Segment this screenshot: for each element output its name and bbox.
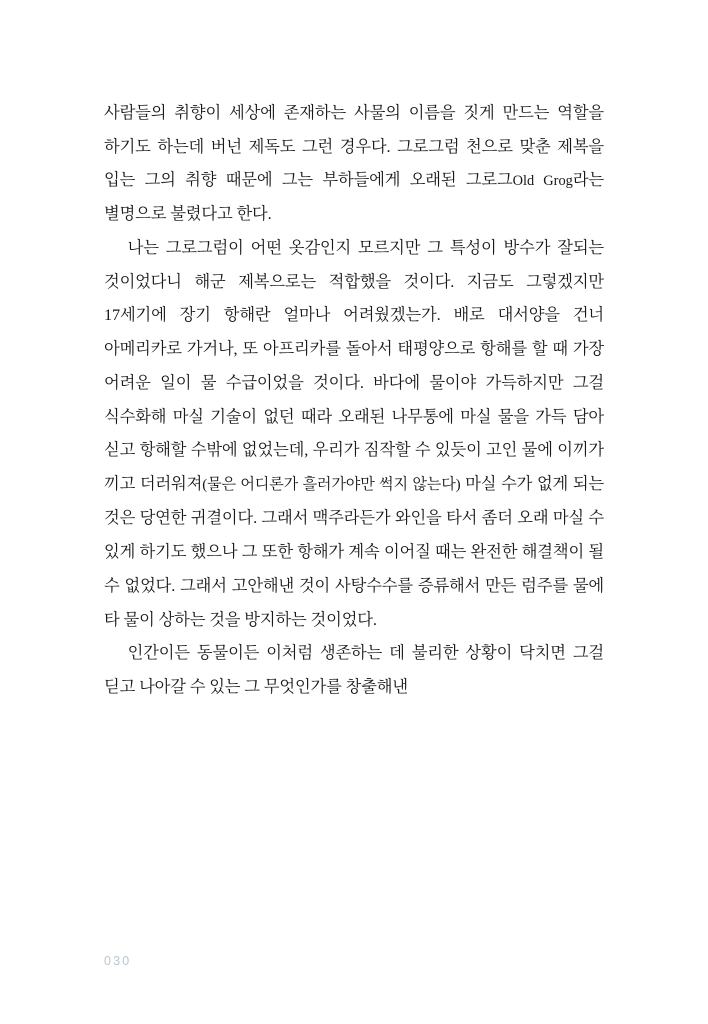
parenthetical-note: (물은 어디론가 흘러가야만 썩지 않는다) — [202, 477, 461, 494]
page-number: 030 — [104, 954, 132, 968]
paragraph-2: 나는 그로그럼이 어떤 옷감인지 모르지만 그 특성이 방수가 잘되는 것이었다니 해군 제복으로는 적합했을 것이다. 지금도 그렇겠지만 17세기에 장기 항해란 얼마나 어려웠겠는가. 배로 대서양을 건너 아메리카로 가거나, 또 아프리카를 돌아서 태평양으로 항해를 할 때 가장 어려운 일이 물 수급이었을 것이다. 바다에 물이야 가득하지만 그걸 식수화해 마실 기술이 없던 때라 오래된 나무통에 마실 물을 가득 담아 싣고 항해할 수밖에 없었는데, 우리가 짐작할 수 있듯이 고인 물에 이끼가 끼고 더러워져(물은 어디론가 흘러가야만 썩지 않는다) 마실 수가 없게 되는 것은 당연한 귀결이다. 그래서 맥주라든가 와인을 타서 좀더 오래 마실 수 있게 하기도 했으나 그 또한 항해가 계속 이어질 때는 완전한 해결책이 될 수 없었다. 그래서 고안해낸 것이 사탕수수를 증류해서 만든 럼주를 물에 타 물이 상하는 것을 방지하는 것이었다. — [104, 238, 604, 629]
latin-term: Old Grog — [512, 173, 573, 190]
page-body — [104, 96, 604, 704]
paragraph-3: 인간이든 동물이든 이처럼 생존하는 데 불리한 상황이 닥치면 그걸 딛고 나아갈 수 있는 그 무엇인가를 창출해낸 — [104, 643, 604, 697]
paragraph-1: 사람들의 취향이 세상에 존재하는 사물의 이름을 짓게 만드는 역할을 하기도 하는데 버넌 제독도 그런 경우다. 그로그럼 천으로 맞춘 제복을 입는 그의 취향 때문에 그는 부하들에게 오래된 그로그Old Grog라는 별명으로 불렸다고 한다. — [104, 103, 604, 224]
